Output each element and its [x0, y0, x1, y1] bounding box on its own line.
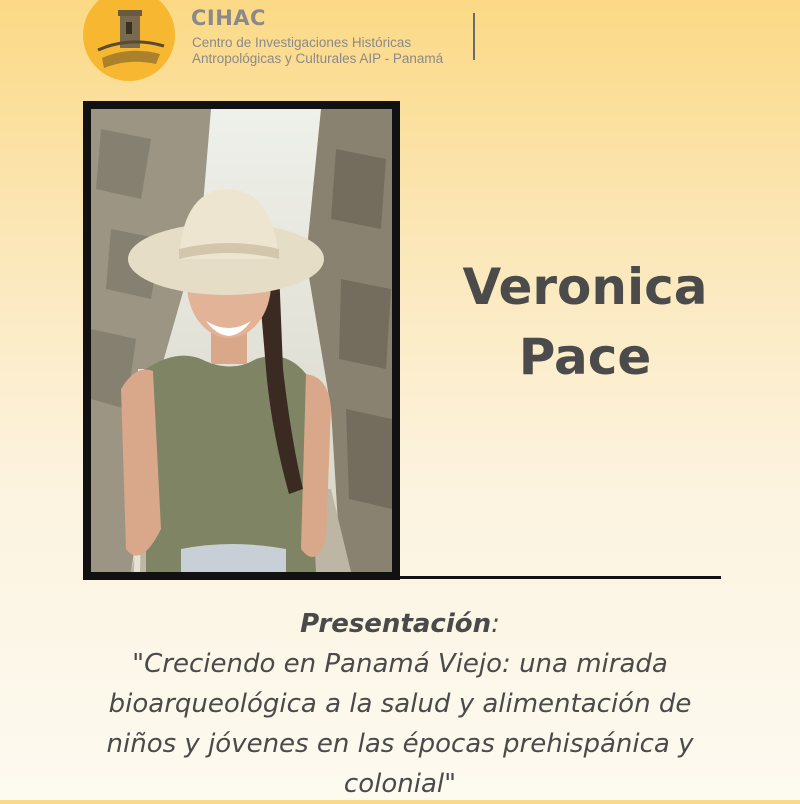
fort-tower-logo-icon	[82, 0, 176, 82]
org-subtitle-line2: Antropológicas y Culturales AIP - Panamá	[192, 51, 444, 66]
header-divider	[473, 13, 475, 60]
presentation-colon: :	[491, 609, 500, 639]
org-subtitle	[192, 35, 472, 67]
presentation-heading	[40, 604, 760, 644]
presentation-label: Presentación	[300, 609, 492, 639]
presentation-title-line: niños y jóvenes en las épocas prehispánica y	[106, 729, 694, 759]
speaker-name	[425, 252, 745, 392]
presentation-title-line: colonial"	[343, 769, 457, 799]
presentation-title-line: "Creciendo en Panamá Viejo: una mirada	[132, 649, 668, 679]
presentation-title-line: bioarqueológica a la salud y alimentación de	[108, 689, 692, 719]
portrait-photo	[83, 101, 400, 580]
speaker-last-name: Pace	[518, 328, 652, 386]
frame-baseline	[399, 576, 721, 579]
org-name: CIHAC	[191, 6, 266, 30]
speaker-first-name: Veronica	[462, 258, 708, 316]
presentation-block	[40, 604, 760, 804]
org-subtitle-line1: Centro de Investigaciones Históricas	[192, 35, 412, 50]
